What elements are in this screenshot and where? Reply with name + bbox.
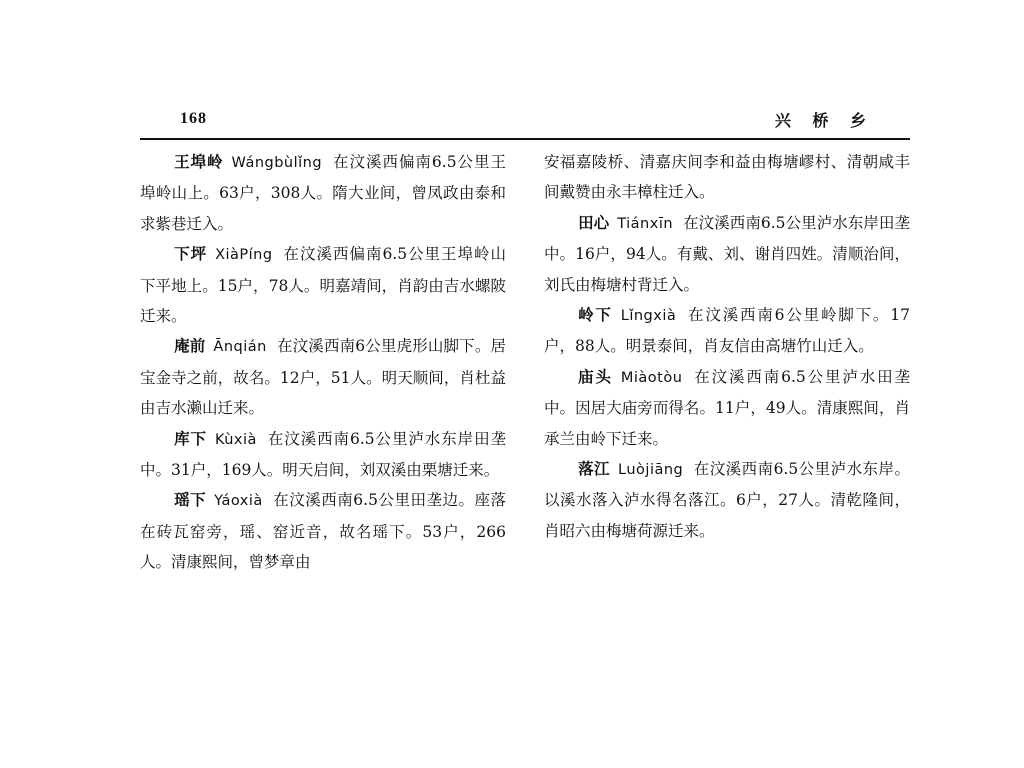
place-name: 瑶下 [174,490,207,510]
place-entry-anqian [140,331,506,423]
place-pinyin: Luòjiāng [618,462,684,479]
place-pinyin: XiàPíng [215,247,273,264]
place-name: 落江 [578,459,611,479]
place-description: 在汶溪西南6.5公里泸水东岸。以溪水落入泸水得名落江。6户，27人。清乾隆间，肖昭六由梅塘荷源迁来。 [544,460,910,540]
place-description: 在汶溪西南6.5公里泸水田垄中。因居大庙旁而得名。11户，49人。清康熙间，肖承兰由岭下迁来。 [544,367,910,448]
left-column [140,147,506,578]
place-pinyin: Ānqián [213,339,267,356]
place-description: 在汶溪西南6.5公里泸水东岸田垄中。16户，94人。有戴、刘、谢肖四姓。清顺治间，刘氏由梅塘村背迁入。 [544,213,910,294]
place-entry-yaoxia [140,485,506,577]
place-description: 在汶溪西南6.5公里田垄边。座落在砖瓦窑旁，瑶、窑近音，故名瑶下。53户，266人。清康熙间，曾梦章由 [140,491,506,572]
place-entry-tianxin [544,208,910,300]
place-pinyin: Yáoxià [214,493,263,510]
place-pinyin: Lǐngxià [620,308,677,325]
place-entry-lingxia [544,300,910,362]
right-column [544,147,910,546]
page-number: 168 [180,110,207,127]
place-pinyin: Kùxià [214,431,257,448]
place-name: 庵前 [174,336,206,356]
place-entry-miaotou [544,362,910,454]
running-title: 兴 桥 乡 [774,111,874,130]
place-description: 在汶溪西南6.5公里泸水东岸田垄中。31户，169人。明天启间，刘双溪由栗塘迁来。 [140,429,506,480]
place-entry-kuxia [140,424,506,486]
place-description: 在汶溪西偏南6.5公里王埠岭山上。63户，308人。隋大业间，曾凤政由泰和求紫巷迁入。 [140,153,506,233]
place-entry-xiaping [140,239,506,331]
place-entry-luojiang [544,454,910,546]
place-name: 王埠岭 [174,152,224,171]
place-pinyin: Miàotòu [620,369,683,386]
place-pinyin: Tiánxīn [617,215,674,232]
entry-continuation: 安福嘉陵桥、清嘉庆间李和益由梅塘嵺村、清朝咸丰间戴赞由永丰樟柱迁入。 [544,153,910,202]
place-description: 在汶溪西偏南6.5公里王埠岭山下平地上。15户，78人。明嘉靖间，肖韵由吉水螺陂迁来。 [140,245,506,326]
place-name: 田心 [578,212,610,232]
header-rule [140,138,910,140]
place-description: 在汶溪西南6公里岭脚下。17户，88人。明景泰间，肖友信由高塘竹山迁入。 [544,306,910,356]
place-name: 岭下 [578,305,613,325]
place-name: 库下 [174,428,207,448]
place-pinyin: Wángbùlǐng [231,155,323,171]
place-name: 下坪 [174,244,208,264]
place-description: 在汶溪西南6公里虎形山脚下。居宝金寺之前，故名。12户，51人。明天顺间，肖杜益由吉水濑山迁来。 [140,337,506,418]
place-entry-wangbuling [140,147,506,239]
place-name: 庙头 [578,366,613,386]
